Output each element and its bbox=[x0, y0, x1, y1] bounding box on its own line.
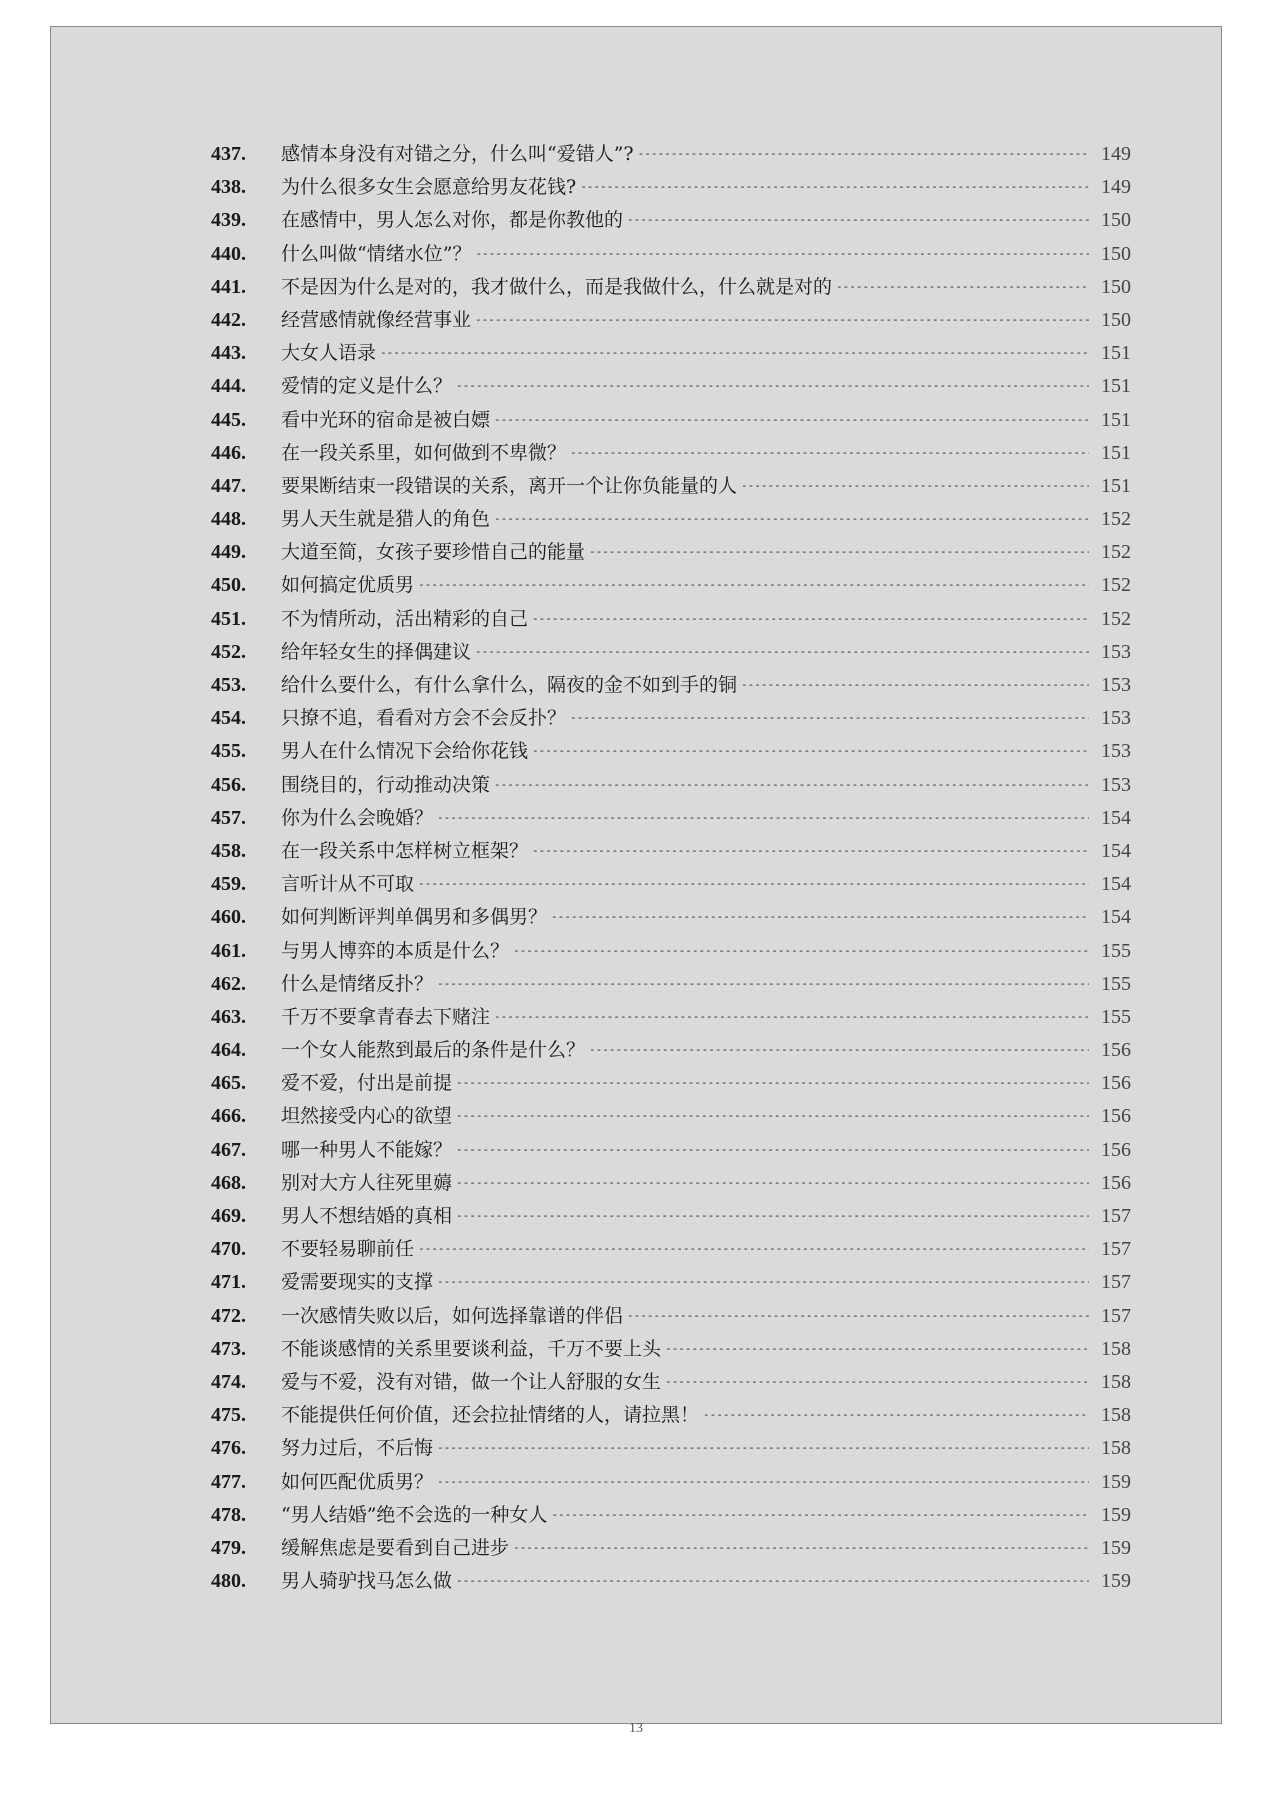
toc-entry-page: 158 bbox=[1101, 1404, 1131, 1427]
toc-entry-page: 149 bbox=[1101, 176, 1131, 199]
toc-dot-leader bbox=[532, 844, 1089, 857]
toc-entry-number: 456. bbox=[211, 773, 246, 796]
toc-dot-leader bbox=[703, 1408, 1089, 1421]
toc-entry-title: 爱与不爱，没有对错，做一个让人舒服的女生 bbox=[281, 1370, 662, 1393]
toc-entry-title: 爱需要现实的支撑 bbox=[281, 1271, 434, 1294]
toc-entry-number: 441. bbox=[211, 275, 246, 298]
toc-dot-leader bbox=[494, 413, 1089, 426]
toc-dot-leader bbox=[456, 1176, 1089, 1189]
toc-entry-number: 468. bbox=[211, 1171, 246, 1194]
toc-entry[interactable] bbox=[211, 205, 1131, 238]
toc-entry-page: 153 bbox=[1101, 674, 1131, 696]
toc-entry-page: 154 bbox=[1101, 806, 1131, 829]
toc-dot-leader bbox=[551, 910, 1089, 923]
toc-dot-leader bbox=[580, 180, 1089, 193]
toc-entry-page: 157 bbox=[1101, 1304, 1131, 1327]
toc-entry[interactable] bbox=[211, 272, 1131, 305]
toc-entry-number: 471. bbox=[211, 1271, 246, 1294]
toc-entry-title: 与男人博弈的本质是什么？ bbox=[281, 939, 510, 962]
toc-entry-number: 439. bbox=[211, 209, 246, 232]
toc-entry-title: 不是因为什么是对的，我才做什么，而是我做什么，什么就是对的 bbox=[281, 275, 833, 298]
toc-entry-page: 156 bbox=[1101, 1138, 1131, 1161]
toc-entry[interactable] bbox=[211, 1566, 1131, 1599]
toc-entry-page: 159 bbox=[1101, 1536, 1131, 1559]
toc-entry[interactable] bbox=[211, 1533, 1131, 1566]
toc-entry-page: 155 bbox=[1101, 972, 1131, 995]
toc-entry-title: 什么是情绪反扑？ bbox=[281, 972, 434, 995]
toc-entry-number: 447. bbox=[211, 474, 246, 497]
toc-dot-leader bbox=[437, 1275, 1089, 1288]
toc-entry-page: 155 bbox=[1101, 939, 1131, 962]
document-page bbox=[50, 26, 1222, 1736]
toc-dot-leader bbox=[551, 1508, 1089, 1521]
toc-entry[interactable] bbox=[211, 1334, 1131, 1367]
toc-entry-page: 154 bbox=[1101, 906, 1131, 929]
toc-dot-leader bbox=[513, 944, 1089, 957]
toc-entry-page: 151 bbox=[1101, 375, 1131, 398]
toc-entry-title: 男人不想结婚的真相 bbox=[281, 1205, 453, 1227]
toc-entry[interactable] bbox=[211, 239, 1131, 272]
toc-entry[interactable] bbox=[211, 902, 1131, 935]
toc-entry-title: 爱情的定义是什么？ bbox=[281, 375, 453, 398]
toc-entry-number: 438. bbox=[211, 176, 246, 199]
toc-entry-number: 462. bbox=[211, 972, 246, 995]
toc-entry[interactable] bbox=[211, 1301, 1131, 1334]
toc-entry-number: 466. bbox=[211, 1105, 246, 1128]
toc-entry[interactable] bbox=[211, 1367, 1131, 1400]
toc-entry-number: 446. bbox=[211, 441, 246, 464]
toc-entry[interactable] bbox=[211, 1068, 1131, 1101]
toc-entry-page: 159 bbox=[1101, 1503, 1131, 1526]
toc-dot-leader bbox=[494, 778, 1089, 791]
toc-entry-title: 千万不要拿青春去下赌注 bbox=[281, 1005, 491, 1028]
toc-dot-leader bbox=[589, 1043, 1089, 1056]
toc-dot-leader bbox=[638, 147, 1089, 160]
table-of-contents bbox=[211, 139, 1131, 1599]
toc-entry[interactable] bbox=[211, 570, 1131, 603]
toc-entry[interactable] bbox=[211, 438, 1131, 471]
toc-entry-title: 给什么要什么，有什么拿什么，隔夜的金不如到手的铜 bbox=[281, 674, 738, 696]
toc-entry[interactable] bbox=[211, 1002, 1131, 1035]
toc-dot-leader bbox=[475, 313, 1089, 326]
toc-entry-title: 经营感情就像经营事业 bbox=[281, 308, 472, 331]
toc-entry-page: 151 bbox=[1101, 408, 1131, 431]
toc-entry[interactable] bbox=[211, 936, 1131, 969]
toc-entry-number: 442. bbox=[211, 308, 246, 331]
toc-dot-leader bbox=[456, 379, 1089, 392]
toc-entry-page: 157 bbox=[1101, 1205, 1131, 1227]
toc-entry-title: 别对大方人往死里薅 bbox=[281, 1171, 453, 1194]
toc-entry-page: 154 bbox=[1101, 839, 1131, 862]
toc-entry-page: 150 bbox=[1101, 308, 1131, 331]
toc-entry-title: 如何搞定优质男 bbox=[281, 574, 415, 597]
toc-entry-page: 152 bbox=[1101, 541, 1131, 564]
toc-entry-title: 大道至简，女孩子要珍惜自己的能量 bbox=[281, 541, 586, 564]
toc-entry-page: 158 bbox=[1101, 1437, 1131, 1460]
toc-dot-leader bbox=[437, 977, 1089, 990]
toc-entry-page: 150 bbox=[1101, 242, 1131, 265]
toc-dot-leader bbox=[437, 1441, 1089, 1454]
toc-dot-leader bbox=[494, 512, 1089, 525]
toc-entry-title: 为什么很多女生会愿意给男友花钱? bbox=[281, 176, 577, 199]
toc-entry-number: 445. bbox=[211, 408, 246, 431]
toc-entry-title: 要果断结束一段错误的关系，离开一个让你负能量的人 bbox=[281, 474, 738, 497]
toc-entry-number: 454. bbox=[211, 707, 246, 730]
toc-entry-title: 在感情中，男人怎么对你，都是你教他的 bbox=[281, 209, 624, 232]
toc-entry-number: 461. bbox=[211, 939, 246, 962]
toc-entry[interactable] bbox=[211, 1101, 1131, 1134]
toc-dot-leader bbox=[437, 1475, 1089, 1488]
toc-entry-title: 不为情所动，活出精彩的自己 bbox=[281, 607, 529, 630]
toc-entry-page: 159 bbox=[1101, 1470, 1131, 1493]
toc-entry-title: 不要轻易聊前任 bbox=[281, 1238, 415, 1261]
toc-entry[interactable] bbox=[211, 736, 1131, 769]
toc-entry[interactable] bbox=[211, 869, 1131, 902]
toc-entry-title: 只撩不追，看看对方会不会反扑？ bbox=[281, 707, 567, 730]
toc-entry-page: 157 bbox=[1101, 1271, 1131, 1294]
toc-entry-number: 449. bbox=[211, 541, 246, 564]
toc-entry-title: 如何判断评判单偶男和多偶男？ bbox=[281, 906, 548, 929]
toc-entry[interactable] bbox=[211, 471, 1131, 504]
toc-entry-page: 151 bbox=[1101, 474, 1131, 497]
toc-entry-title: 言听计从不可取 bbox=[281, 873, 415, 896]
toc-entry-page: 156 bbox=[1101, 1072, 1131, 1095]
toc-dot-leader bbox=[513, 1541, 1089, 1554]
toc-entry-title: 哪一种男人不能嫁？ bbox=[281, 1138, 453, 1161]
toc-entry[interactable] bbox=[211, 969, 1131, 1002]
toc-dot-leader bbox=[475, 645, 1089, 658]
toc-entry-number: 464. bbox=[211, 1039, 246, 1062]
toc-entry-number: 443. bbox=[211, 342, 246, 365]
toc-entry[interactable] bbox=[211, 338, 1131, 371]
toc-entry-page: 156 bbox=[1101, 1171, 1131, 1194]
toc-entry-title: 如何匹配优质男？ bbox=[281, 1470, 434, 1493]
toc-entry-page: 152 bbox=[1101, 574, 1131, 597]
toc-entry-number: 476. bbox=[211, 1437, 246, 1460]
toc-entry-number: 437. bbox=[211, 143, 246, 165]
toc-entry-page: 152 bbox=[1101, 607, 1131, 630]
toc-dot-leader bbox=[627, 1309, 1089, 1322]
toc-entry-number: 444. bbox=[211, 375, 246, 398]
toc-entry-number: 470. bbox=[211, 1238, 246, 1261]
toc-dot-leader bbox=[627, 213, 1089, 226]
toc-entry-title: 什么叫做“情绪水位”？ bbox=[281, 242, 472, 265]
toc-dot-leader bbox=[570, 711, 1089, 724]
toc-entry-number: 453. bbox=[211, 674, 246, 696]
toc-entry[interactable] bbox=[211, 604, 1131, 637]
toc-entry-title: 看中光环的宿命是被白嫖 bbox=[281, 408, 491, 431]
toc-entry-number: 450. bbox=[211, 574, 246, 597]
toc-entry-title: “男人结婚”绝不会选的一种女人 bbox=[281, 1503, 548, 1526]
toc-entry[interactable] bbox=[211, 836, 1131, 869]
toc-entry-title: 一个女人能熬到最后的条件是什么？ bbox=[281, 1039, 586, 1062]
toc-entry-number: 452. bbox=[211, 640, 246, 663]
toc-entry-page: 158 bbox=[1101, 1337, 1131, 1360]
toc-entry-page: 157 bbox=[1101, 1238, 1131, 1261]
toc-dot-leader bbox=[589, 545, 1089, 558]
toc-entry[interactable] bbox=[211, 637, 1131, 670]
toc-entry-title: 不能谈感情的关系里要谈利益，千万不要上头 bbox=[281, 1337, 662, 1360]
page-number: 13 bbox=[629, 1721, 643, 1736]
toc-dot-leader bbox=[456, 1109, 1089, 1122]
toc-entry-page: 153 bbox=[1101, 640, 1131, 663]
toc-entry[interactable] bbox=[211, 1135, 1131, 1168]
toc-entry[interactable] bbox=[211, 1267, 1131, 1300]
toc-entry-page: 150 bbox=[1101, 275, 1131, 298]
toc-entry-number: 463. bbox=[211, 1005, 246, 1028]
toc-entry-page: 155 bbox=[1101, 1005, 1131, 1028]
toc-dot-leader bbox=[665, 1375, 1089, 1388]
toc-entry-title: 男人在什么情况下会给你花钱 bbox=[281, 740, 529, 763]
toc-entry-number: 440. bbox=[211, 242, 246, 265]
toc-dot-leader bbox=[456, 1574, 1089, 1587]
toc-dot-leader bbox=[532, 744, 1089, 757]
toc-entry-number: 479. bbox=[211, 1536, 246, 1559]
toc-entry-page: 159 bbox=[1101, 1570, 1131, 1593]
toc-entry[interactable] bbox=[211, 1234, 1131, 1267]
toc-entry[interactable] bbox=[211, 1500, 1131, 1533]
toc-dot-leader bbox=[741, 678, 1089, 691]
toc-entry-title: 缓解焦虑是要看到自己进步 bbox=[281, 1536, 510, 1559]
toc-entry-page: 154 bbox=[1101, 873, 1131, 896]
toc-entry[interactable] bbox=[211, 1168, 1131, 1201]
toc-entry-number: 478. bbox=[211, 1503, 246, 1526]
toc-dot-leader bbox=[418, 578, 1089, 591]
toc-entry[interactable] bbox=[211, 139, 1131, 172]
toc-dot-leader bbox=[836, 280, 1089, 293]
toc-entry-number: 472. bbox=[211, 1304, 246, 1327]
toc-entry-number: 455. bbox=[211, 740, 246, 763]
toc-entry[interactable] bbox=[211, 703, 1131, 736]
toc-entry[interactable] bbox=[211, 172, 1131, 205]
toc-dot-leader bbox=[475, 247, 1089, 260]
toc-dot-leader bbox=[380, 346, 1089, 359]
toc-entry-number: 457. bbox=[211, 806, 246, 829]
toc-entry-page: 151 bbox=[1101, 342, 1131, 365]
toc-entry-title: 在一段关系里，如何做到不卑微？ bbox=[281, 441, 567, 464]
toc-dot-leader bbox=[741, 479, 1089, 492]
toc-entry[interactable] bbox=[211, 1400, 1131, 1433]
toc-entry-page: 153 bbox=[1101, 740, 1131, 763]
toc-entry-number: 474. bbox=[211, 1370, 246, 1393]
toc-entry-title: 不能提供任何价值，还会拉扯情绪的人，请拉黑！ bbox=[281, 1404, 700, 1427]
toc-entry-page: 153 bbox=[1101, 707, 1131, 730]
toc-entry-number: 458. bbox=[211, 839, 246, 862]
toc-entry-page: 156 bbox=[1101, 1039, 1131, 1062]
toc-entry-number: 465. bbox=[211, 1072, 246, 1095]
toc-entry-number: 480. bbox=[211, 1570, 246, 1593]
toc-entry[interactable] bbox=[211, 371, 1131, 404]
toc-dot-leader bbox=[532, 612, 1089, 625]
toc-entry-number: 448. bbox=[211, 508, 246, 531]
toc-entry-title: 感情本身没有对错之分，什么叫“爱错人”? bbox=[281, 143, 634, 165]
toc-entry-title: 给年轻女生的择偶建议 bbox=[281, 640, 472, 663]
toc-entry-page: 152 bbox=[1101, 508, 1131, 531]
toc-entry-number: 473. bbox=[211, 1337, 246, 1360]
toc-entry[interactable] bbox=[211, 1467, 1131, 1500]
toc-entry-title: 努力过后，不后悔 bbox=[281, 1437, 434, 1460]
toc-entry[interactable] bbox=[211, 670, 1131, 703]
toc-dot-leader bbox=[570, 446, 1089, 459]
toc-dot-leader bbox=[418, 877, 1089, 890]
toc-entry[interactable] bbox=[211, 504, 1131, 537]
toc-entry-title: 围绕目的，行动推动决策 bbox=[281, 773, 491, 796]
toc-entry-number: 477. bbox=[211, 1470, 246, 1493]
toc-entry-number: 475. bbox=[211, 1404, 246, 1427]
toc-entry[interactable] bbox=[211, 305, 1131, 338]
toc-entry-number: 459. bbox=[211, 873, 246, 896]
toc-entry-page: 150 bbox=[1101, 209, 1131, 232]
toc-entry-page: 149 bbox=[1101, 143, 1131, 165]
toc-dot-leader bbox=[665, 1342, 1089, 1355]
toc-entry[interactable] bbox=[211, 1201, 1131, 1234]
toc-entry-page: 151 bbox=[1101, 441, 1131, 464]
toc-dot-leader bbox=[494, 1010, 1089, 1023]
toc-entry[interactable] bbox=[211, 1433, 1131, 1466]
toc-entry-title: 爱不爱，付出是前提 bbox=[281, 1072, 453, 1095]
toc-entry-title: 男人骑驴找马怎么做 bbox=[281, 1570, 453, 1593]
toc-entry-title: 你为什么会晚婚？ bbox=[281, 806, 434, 829]
toc-dot-leader bbox=[456, 1076, 1089, 1089]
toc-entry[interactable] bbox=[211, 1035, 1131, 1068]
toc-entry-number: 469. bbox=[211, 1205, 246, 1227]
toc-entry-title: 大女人语录 bbox=[281, 342, 377, 365]
toc-dot-leader bbox=[456, 1209, 1089, 1222]
toc-dot-leader bbox=[456, 1143, 1089, 1156]
toc-entry-title: 在一段关系中怎样树立框架？ bbox=[281, 839, 529, 862]
toc-entry[interactable] bbox=[211, 803, 1131, 836]
toc-entry-number: 460. bbox=[211, 906, 246, 929]
toc-entry-page: 153 bbox=[1101, 773, 1131, 796]
toc-entry-number: 467. bbox=[211, 1138, 246, 1161]
toc-entry-title: 坦然接受内心的欲望 bbox=[281, 1105, 453, 1128]
toc-dot-leader bbox=[437, 811, 1089, 824]
toc-entry-page: 158 bbox=[1101, 1370, 1131, 1393]
toc-entry[interactable] bbox=[211, 537, 1131, 570]
toc-dot-leader bbox=[418, 1242, 1089, 1255]
toc-entry[interactable] bbox=[211, 770, 1131, 803]
toc-entry-number: 451. bbox=[211, 607, 246, 630]
toc-entry[interactable] bbox=[211, 405, 1131, 438]
toc-entry-page: 156 bbox=[1101, 1105, 1131, 1128]
toc-entry-title: 一次感情失败以后，如何选择靠谱的伴侣 bbox=[281, 1304, 624, 1327]
toc-entry-title: 男人天生就是猎人的角色 bbox=[281, 508, 491, 531]
